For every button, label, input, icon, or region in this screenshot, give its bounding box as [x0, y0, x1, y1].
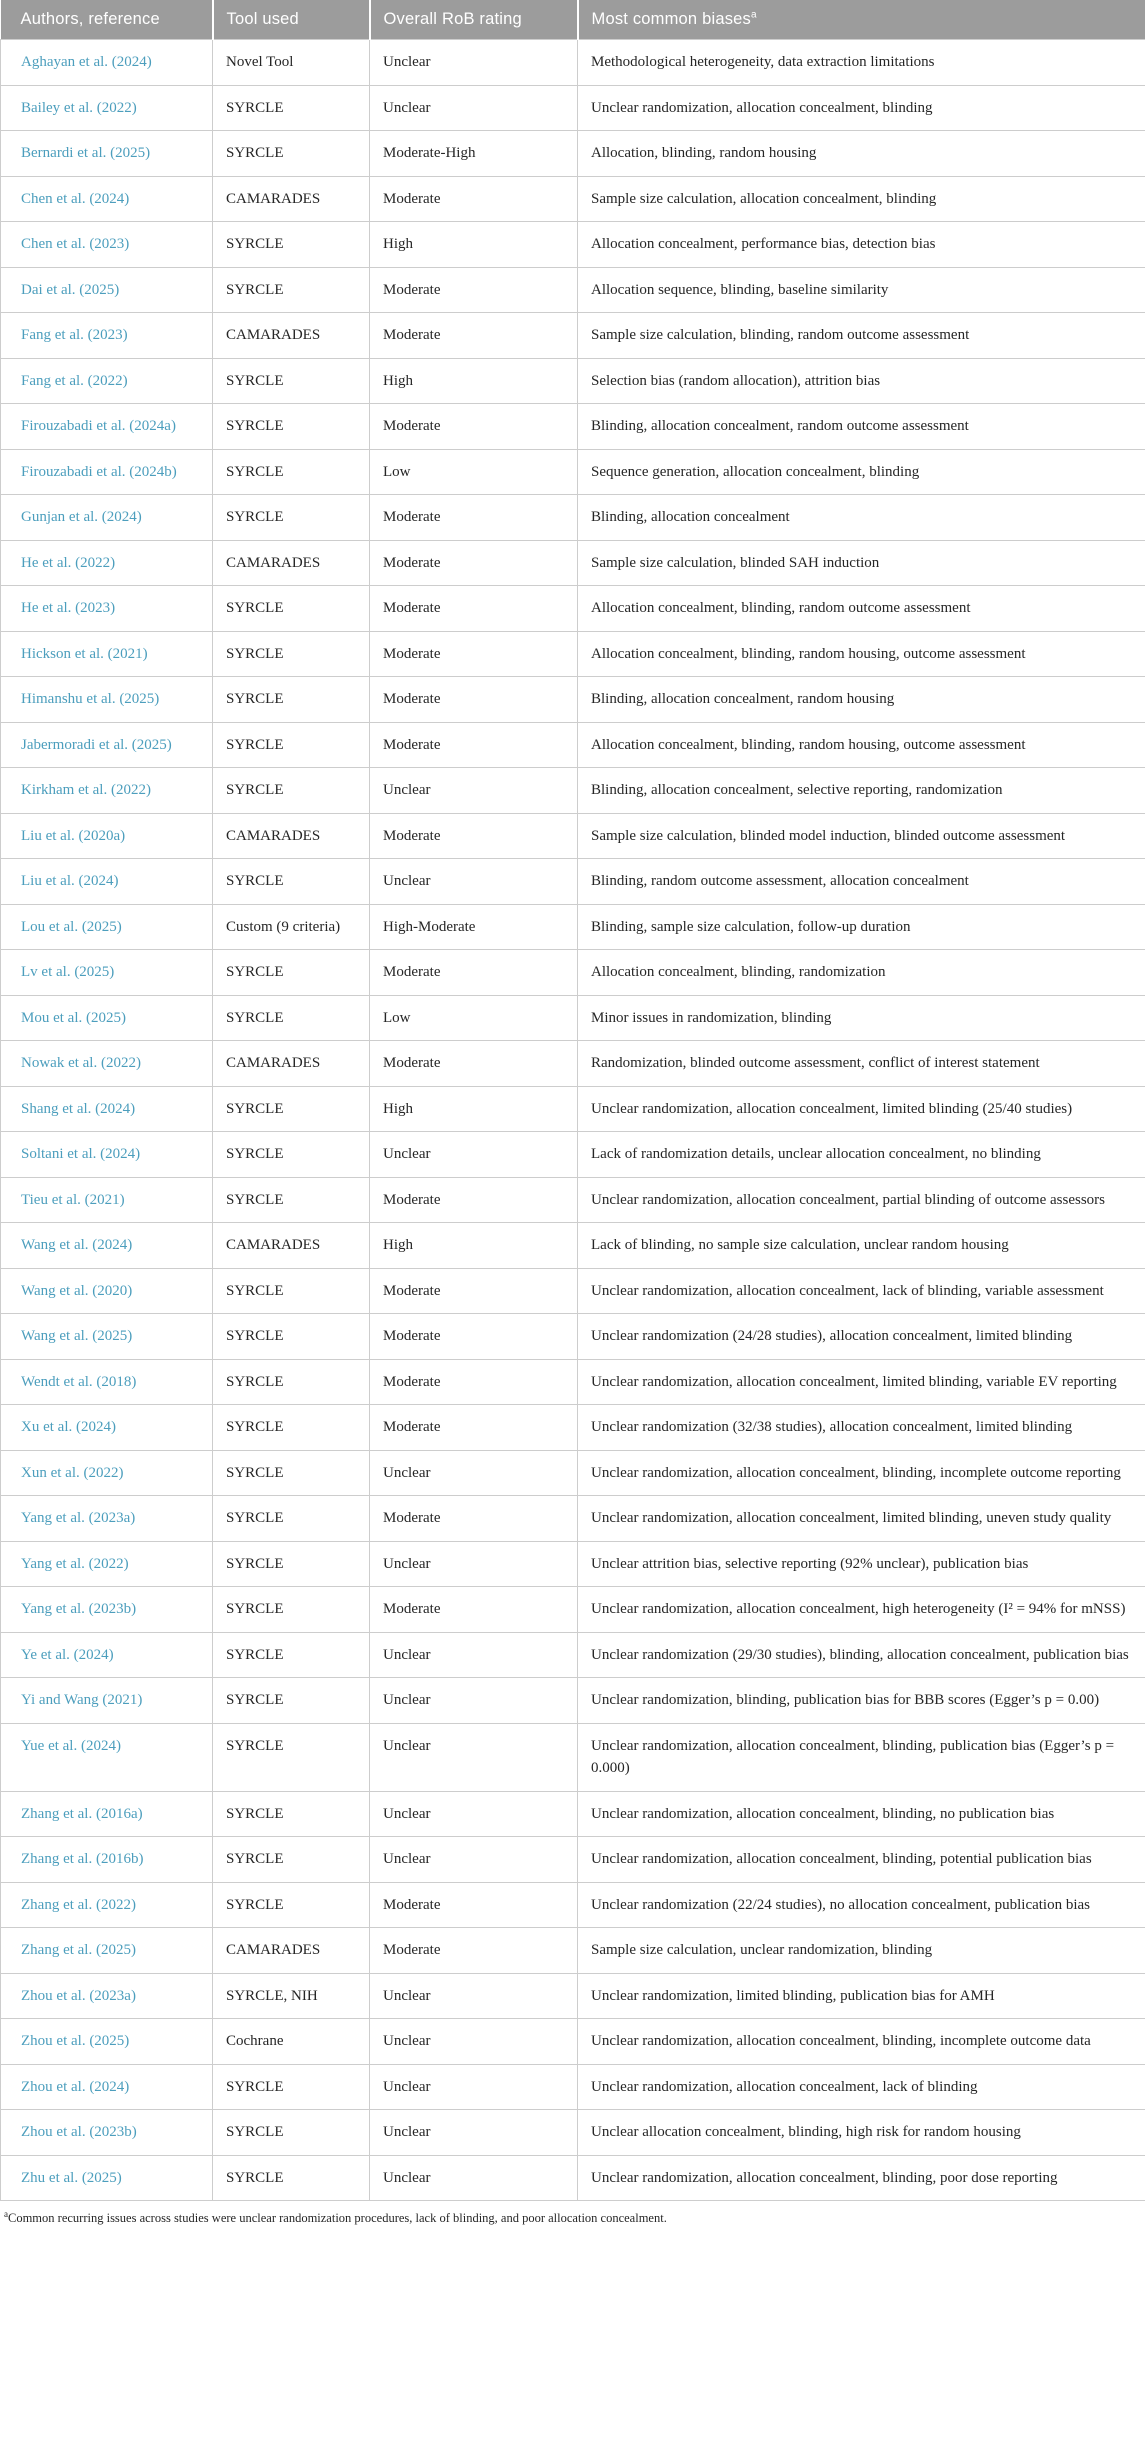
biases-cell: Unclear randomization (32/38 studies), allocation concealment, limited blinding [578, 1405, 1145, 1451]
rating-cell: Moderate [370, 677, 578, 723]
biases-cell: Unclear randomization, allocation concealment, lack of blinding, variable assessment [578, 1268, 1145, 1314]
tool-cell: CAMARADES [213, 176, 370, 222]
biases-cell: Unclear randomization, limited blinding, publication bias for AMH [578, 1973, 1145, 2019]
tool-cell: SYRCLE, NIH [213, 1973, 370, 2019]
rating-cell: Moderate [370, 586, 578, 632]
tool-cell: SYRCLE [213, 1405, 370, 1451]
authors-cell [1, 1678, 213, 1724]
biases-cell: Randomization, blinded outcome assessment, conflict of interest statement [578, 1041, 1145, 1087]
tool-cell: SYRCLE [213, 859, 370, 905]
table-row [1, 1837, 1145, 1883]
reference-link[interactable]: Lou et al. (2025) [21, 918, 122, 935]
table-row [1, 1132, 1145, 1178]
table-row [1, 1268, 1145, 1314]
table-row [1, 1450, 1145, 1496]
rating-cell: Moderate [370, 722, 578, 768]
tool-cell: SYRCLE [213, 631, 370, 677]
rating-cell: Moderate [370, 313, 578, 359]
tool-cell: SYRCLE [213, 1132, 370, 1178]
reference-link[interactable]: Zhang et al. (2022) [21, 1896, 136, 1913]
rating-cell: Moderate [370, 540, 578, 586]
rating-cell: Moderate [370, 1177, 578, 1223]
reference-link[interactable]: Zhang et al. (2025) [21, 1942, 136, 1958]
rating-cell: Unclear [370, 1837, 578, 1883]
table-row [1, 904, 1145, 950]
reference-link[interactable]: Kirkham et al. (2022) [21, 782, 151, 798]
table-row [1, 1541, 1145, 1587]
tool-cell: CAMARADES [213, 1223, 370, 1269]
rating-cell: Unclear [370, 768, 578, 814]
rating-cell: Moderate [370, 631, 578, 677]
reference-link[interactable]: Bernardi et al. (2025) [21, 145, 151, 161]
footnote-superscript: a [4, 2208, 8, 2219]
rating-cell: Unclear [370, 1541, 578, 1587]
rating-cell: Moderate [370, 404, 578, 450]
rating-cell: Unclear [370, 1791, 578, 1837]
authors-cell [1, 449, 213, 495]
authors-cell [1, 540, 213, 586]
reference-link[interactable]: Ye et al. (2024) [21, 1646, 114, 1663]
reference-link[interactable]: Dai et al. (2025) [21, 281, 120, 298]
tool-cell: SYRCLE [213, 1177, 370, 1223]
tool-cell: SYRCLE [213, 1791, 370, 1837]
biases-cell: Unclear randomization, allocation concealment, partial blinding of outcome assessors [578, 1177, 1145, 1223]
column-header-rating [370, 0, 578, 40]
rating-cell: Unclear [370, 2155, 578, 2201]
biases-cell: Allocation, blinding, random housing [578, 131, 1145, 177]
table-row [1, 813, 1145, 859]
tool-cell: SYRCLE [213, 404, 370, 450]
rating-cell: Moderate [370, 1268, 578, 1314]
authors-cell [1, 1223, 213, 1269]
table-row [1, 722, 1145, 768]
reference-link[interactable]: Liu et al. (2020a) [21, 827, 126, 844]
reference-link[interactable]: Zhu et al. (2025) [21, 2169, 122, 2186]
authors-cell [1, 1041, 213, 1087]
reference-link[interactable]: Wendt et al. (2018) [21, 1373, 137, 1390]
rating-cell: Unclear [370, 1450, 578, 1496]
reference-link[interactable]: Chen et al. (2024) [21, 190, 130, 207]
rating-cell: Moderate [370, 1405, 578, 1451]
table-row [1, 1223, 1145, 1269]
authors-cell [1, 722, 213, 768]
rating-cell: High [370, 358, 578, 404]
reference-link[interactable]: Yi and Wang (2021) [21, 1692, 143, 1708]
reference-link[interactable]: Wang et al. (2025) [21, 1328, 133, 1344]
authors-cell [1, 404, 213, 450]
tool-cell: SYRCLE [213, 2064, 370, 2110]
table-row [1, 2019, 1145, 2065]
reference-link[interactable]: He et al. (2023) [21, 600, 116, 616]
authors-cell [1, 40, 213, 86]
biases-cell: Blinding, allocation concealment, selective reporting, randomization [578, 768, 1145, 814]
authors-cell [1, 1587, 213, 1633]
footnote-text: Common recurring issues across studies were unclear randomization procedures, lack of blinding, and poor allocation concealment. [8, 2211, 667, 2225]
biases-cell: Unclear allocation concealment, blinding, high risk for random housing [578, 2110, 1145, 2156]
reference-link[interactable]: Yang et al. (2022) [21, 1555, 129, 1572]
biases-cell: Sample size calculation, blinded SAH induction [578, 540, 1145, 586]
biases-cell: Lack of randomization details, unclear allocation concealment, no blinding [578, 1132, 1145, 1178]
authors-cell [1, 813, 213, 859]
reference-link[interactable]: Yang et al. (2023a) [21, 1510, 136, 1526]
reference-link[interactable]: Jabermoradi et al. (2025) [21, 736, 172, 753]
biases-cell: Sample size calculation, allocation concealment, blinding [578, 176, 1145, 222]
authors-cell [1, 1791, 213, 1837]
rating-cell: Moderate [370, 1496, 578, 1542]
table-row [1, 176, 1145, 222]
reference-link[interactable]: Yue et al. (2024) [21, 1737, 121, 1754]
biases-cell: Unclear randomization, allocation concealment, blinding, no publication bias [578, 1791, 1145, 1837]
reference-link[interactable]: Zhou et al. (2025) [21, 2033, 130, 2049]
biases-cell: Sample size calculation, unclear randomization, blinding [578, 1928, 1145, 1974]
column-header-biases-label: Most common biases [591, 10, 751, 28]
table-row [1, 2064, 1145, 2110]
biases-cell: Unclear randomization, allocation concealment, lack of blinding [578, 2064, 1145, 2110]
column-header-biases [578, 0, 1145, 40]
table-row [1, 586, 1145, 632]
authors-cell [1, 768, 213, 814]
authors-cell [1, 859, 213, 905]
biases-cell: Unclear randomization, allocation concealment, limited blinding, variable EV reporting [578, 1359, 1145, 1405]
rating-cell: Unclear [370, 1678, 578, 1724]
rating-cell: Unclear [370, 1632, 578, 1678]
rating-cell: Moderate [370, 1882, 578, 1928]
tool-cell: SYRCLE [213, 586, 370, 632]
tool-cell: SYRCLE [213, 2155, 370, 2201]
reference-link[interactable]: Zhou et al. (2024) [21, 2078, 130, 2095]
tool-cell: SYRCLE [213, 1587, 370, 1633]
tool-cell: Cochrane [213, 2019, 370, 2065]
authors-cell [1, 1177, 213, 1223]
reference-link[interactable]: Xu et al. (2024) [21, 1419, 116, 1435]
table-row [1, 768, 1145, 814]
rating-cell: Moderate [370, 1314, 578, 1360]
tool-cell: SYRCLE [213, 267, 370, 313]
reference-link[interactable]: Zhang et al. (2016b) [21, 1851, 144, 1867]
tool-cell: SYRCLE [213, 2110, 370, 2156]
reference-link[interactable]: Himanshu et al. (2025) [21, 691, 160, 707]
tool-cell: SYRCLE [213, 222, 370, 268]
rating-cell: Unclear [370, 2110, 578, 2156]
table-row [1, 1041, 1145, 1087]
authors-cell [1, 1314, 213, 1360]
reference-link[interactable]: Aghayan et al. (2024) [21, 54, 152, 70]
rating-cell: Moderate [370, 267, 578, 313]
rating-cell: Unclear [370, 859, 578, 905]
reference-link[interactable]: Firouzabadi et al. (2024b) [21, 463, 177, 480]
biases-cell: Unclear randomization, allocation concealment, limited blinding, uneven study quality [578, 1496, 1145, 1542]
biases-cell: Allocation concealment, blinding, random housing, outcome assessment [578, 631, 1145, 677]
table-row [1, 1405, 1145, 1451]
biases-cell: Blinding, sample size calculation, follow-up duration [578, 904, 1145, 950]
authors-cell [1, 2019, 213, 2065]
column-header-rating-label: Overall RoB rating [383, 10, 522, 28]
rating-cell: Low [370, 449, 578, 495]
authors-cell [1, 586, 213, 632]
rating-cell: Moderate [370, 950, 578, 996]
tool-cell: SYRCLE [213, 768, 370, 814]
table-row [1, 1882, 1145, 1928]
table-row [1, 1314, 1145, 1360]
table-row [1, 540, 1145, 586]
authors-cell [1, 1132, 213, 1178]
table-row [1, 313, 1145, 359]
biases-cell: Unclear randomization, allocation concealment, blinding, poor dose reporting [578, 2155, 1145, 2201]
table-row [1, 859, 1145, 905]
reference-link[interactable]: Wang et al. (2024) [21, 1237, 133, 1253]
biases-cell: Methodological heterogeneity, data extraction limitations [578, 40, 1145, 86]
authors-cell [1, 1541, 213, 1587]
rating-cell: High [370, 1223, 578, 1269]
reference-link[interactable]: Tieu et al. (2021) [21, 1191, 125, 1208]
tool-cell: SYRCLE [213, 1882, 370, 1928]
tool-cell: SYRCLE [213, 1268, 370, 1314]
biases-cell: Unclear randomization, blinding, publication bias for BBB scores (Egger’s p = 0.00) [578, 1678, 1145, 1724]
tool-cell: SYRCLE [213, 1632, 370, 1678]
authors-cell [1, 1882, 213, 1928]
table-row [1, 2110, 1145, 2156]
authors-cell [1, 1723, 213, 1791]
table-row [1, 495, 1145, 541]
authors-cell [1, 222, 213, 268]
tool-cell: SYRCLE [213, 85, 370, 131]
authors-cell [1, 2155, 213, 2201]
authors-cell [1, 495, 213, 541]
reference-link[interactable]: Bailey et al. (2022) [21, 99, 137, 116]
tool-cell: SYRCLE [213, 1837, 370, 1883]
rating-cell: High-Moderate [370, 904, 578, 950]
biases-cell: Sequence generation, allocation concealment, blinding [578, 449, 1145, 495]
authors-cell [1, 85, 213, 131]
biases-cell: Unclear randomization (24/28 studies), allocation concealment, limited blinding [578, 1314, 1145, 1360]
biases-cell: Unclear attrition bias, selective reporting (92% unclear), publication bias [578, 1541, 1145, 1587]
biases-cell: Unclear randomization (22/24 studies), no allocation concealment, publication bias [578, 1882, 1145, 1928]
tool-cell: CAMARADES [213, 1041, 370, 1087]
table-row [1, 631, 1145, 677]
authors-cell [1, 677, 213, 723]
table-row [1, 40, 1145, 86]
authors-cell [1, 2064, 213, 2110]
table-row [1, 1587, 1145, 1633]
table-row [1, 1086, 1145, 1132]
reference-link[interactable]: Nowak et al. (2022) [21, 1055, 141, 1071]
biases-cell: Allocation concealment, blinding, random outcome assessment [578, 586, 1145, 632]
reference-link[interactable]: Fang et al. (2022) [21, 372, 128, 389]
tool-cell: SYRCLE [213, 1678, 370, 1724]
table-row [1, 267, 1145, 313]
rating-cell: High [370, 222, 578, 268]
tool-cell: CAMARADES [213, 813, 370, 859]
tool-cell: SYRCLE [213, 131, 370, 177]
reference-link[interactable]: Hickson et al. (2021) [21, 645, 148, 662]
rating-cell: Unclear [370, 2019, 578, 2065]
tool-cell: SYRCLE [213, 495, 370, 541]
tool-cell: SYRCLE [213, 722, 370, 768]
tool-cell: SYRCLE [213, 1450, 370, 1496]
column-header-biases-superscript: a [751, 9, 757, 21]
biases-cell: Lack of blinding, no sample size calculation, unclear random housing [578, 1223, 1145, 1269]
authors-cell [1, 1928, 213, 1974]
biases-cell: Sample size calculation, blinded model induction, blinded outcome assessment [578, 813, 1145, 859]
rating-cell: Unclear [370, 2064, 578, 2110]
biases-cell: Allocation concealment, performance bias, detection bias [578, 222, 1145, 268]
rating-cell: Unclear [370, 1973, 578, 2019]
table-row [1, 1177, 1145, 1223]
authors-cell [1, 995, 213, 1041]
table-row [1, 950, 1145, 996]
rating-cell: Moderate [370, 1587, 578, 1633]
authors-cell [1, 1837, 213, 1883]
tool-cell: SYRCLE [213, 1541, 370, 1587]
tool-cell: SYRCLE [213, 1723, 370, 1791]
tool-cell: SYRCLE [213, 1359, 370, 1405]
tool-cell: SYRCLE [213, 677, 370, 723]
column-header-tool-label: Tool used [226, 10, 299, 28]
table-row [1, 1496, 1145, 1542]
authors-cell [1, 1973, 213, 2019]
tool-cell: SYRCLE [213, 358, 370, 404]
reference-link[interactable]: Mou et al. (2025) [21, 1009, 126, 1026]
biases-cell: Allocation concealment, blinding, random housing, outcome assessment [578, 722, 1145, 768]
reference-link[interactable]: Zhou et al. (2023b) [21, 2124, 137, 2140]
table-row [1, 1791, 1145, 1837]
rating-cell: Unclear [370, 40, 578, 86]
tool-cell: SYRCLE [213, 950, 370, 996]
rating-cell: Moderate-High [370, 131, 578, 177]
authors-cell [1, 1359, 213, 1405]
authors-cell [1, 267, 213, 313]
reference-link[interactable]: Zhang et al. (2016a) [21, 1805, 143, 1822]
authors-cell [1, 1632, 213, 1678]
header-row [1, 0, 1145, 40]
authors-cell [1, 176, 213, 222]
reference-link[interactable]: Zhou et al. (2023a) [21, 1987, 136, 2004]
biases-cell: Unclear randomization, allocation concealment, blinding [578, 85, 1145, 131]
tool-cell: Custom (9 criteria) [213, 904, 370, 950]
authors-cell [1, 950, 213, 996]
authors-cell [1, 2110, 213, 2156]
table-footnote [0, 2201, 1145, 2234]
biases-cell: Blinding, random outcome assessment, allocation concealment [578, 859, 1145, 905]
rating-cell: Unclear [370, 1132, 578, 1178]
authors-cell [1, 358, 213, 404]
reference-link[interactable]: Yang et al. (2023b) [21, 1601, 137, 1617]
reference-link[interactable]: Fang et al. (2023) [21, 327, 128, 343]
biases-cell: Unclear randomization, allocation concealment, blinding, incomplete outcome data [578, 2019, 1145, 2065]
tool-cell: Novel Tool [213, 40, 370, 86]
biases-cell: Allocation sequence, blinding, baseline similarity [578, 267, 1145, 313]
reference-link[interactable]: Lv et al. (2025) [21, 964, 115, 980]
table-row [1, 131, 1145, 177]
rating-cell: High [370, 1086, 578, 1132]
reference-link[interactable]: Chen et al. (2023) [21, 236, 130, 252]
tool-cell: SYRCLE [213, 1086, 370, 1132]
tool-cell: SYRCLE [213, 449, 370, 495]
biases-cell: Minor issues in randomization, blinding [578, 995, 1145, 1041]
reference-link[interactable]: Firouzabadi et al. (2024a) [21, 418, 176, 434]
tool-cell: SYRCLE [213, 995, 370, 1041]
biases-cell: Blinding, allocation concealment, random housing [578, 677, 1145, 723]
biases-cell: Sample size calculation, blinding, random outcome assessment [578, 313, 1145, 359]
authors-cell [1, 1450, 213, 1496]
authors-cell [1, 313, 213, 359]
reference-link[interactable]: Xun et al. (2022) [21, 1464, 124, 1481]
biases-cell: Unclear randomization, allocation concealment, limited blinding (25/40 studies) [578, 1086, 1145, 1132]
table-row [1, 1632, 1145, 1678]
rating-cell: Moderate [370, 1359, 578, 1405]
table-row [1, 404, 1145, 450]
table-row [1, 1973, 1145, 2019]
tool-cell: CAMARADES [213, 1928, 370, 1974]
rating-cell: Unclear [370, 1723, 578, 1791]
biases-cell: Allocation concealment, blinding, randomization [578, 950, 1145, 996]
column-header-authors [1, 0, 213, 40]
reference-link[interactable]: Gunjan et al. (2024) [21, 509, 142, 525]
table-row [1, 222, 1145, 268]
table-row [1, 1928, 1145, 1974]
table-row [1, 677, 1145, 723]
table-row [1, 85, 1145, 131]
rating-cell: Low [370, 995, 578, 1041]
table-header [1, 0, 1145, 40]
table-row [1, 449, 1145, 495]
rating-cell: Moderate [370, 1041, 578, 1087]
biases-cell: Blinding, allocation concealment, random outcome assessment [578, 404, 1145, 450]
table-row [1, 1678, 1145, 1724]
table-body [1, 40, 1145, 2201]
rating-cell: Moderate [370, 813, 578, 859]
rating-cell: Moderate [370, 495, 578, 541]
table-row [1, 995, 1145, 1041]
reference-link[interactable]: Shang et al. (2024) [21, 1100, 136, 1117]
tool-cell: SYRCLE [213, 1496, 370, 1542]
biases-cell: Blinding, allocation concealment [578, 495, 1145, 541]
authors-cell [1, 1086, 213, 1132]
biases-cell: Unclear randomization, allocation concealment, blinding, incomplete outcome reporting [578, 1450, 1145, 1496]
rating-cell: Moderate [370, 1928, 578, 1974]
column-header-tool [213, 0, 370, 40]
authors-cell [1, 904, 213, 950]
reference-link[interactable]: Liu et al. (2024) [21, 873, 119, 889]
tool-cell: CAMARADES [213, 313, 370, 359]
biases-cell: Unclear randomization (29/30 studies), blinding, allocation concealment, publication bias [578, 1632, 1145, 1678]
biases-cell: Unclear randomization, allocation concealment, blinding, potential publication bias [578, 1837, 1145, 1883]
reference-link[interactable]: Wang et al. (2020) [21, 1282, 133, 1299]
column-header-authors-label: Authors, reference [20, 10, 160, 28]
biases-cell: Unclear randomization, allocation concealment, high heterogeneity (I² = 94% for mNSS) [578, 1587, 1145, 1633]
reference-link[interactable]: Soltani et al. (2024) [21, 1146, 141, 1162]
table-row [1, 1359, 1145, 1405]
authors-cell [1, 1496, 213, 1542]
tool-cell: CAMARADES [213, 540, 370, 586]
rating-cell: Unclear [370, 85, 578, 131]
reference-link[interactable]: He et al. (2022) [21, 554, 116, 571]
table-row [1, 2155, 1145, 2201]
rating-cell: Moderate [370, 176, 578, 222]
table-row [1, 358, 1145, 404]
table-row [1, 1723, 1145, 1791]
authors-cell [1, 131, 213, 177]
biases-cell: Unclear randomization, allocation concealment, blinding, publication bias (Egger’s p = 0.000) [578, 1723, 1145, 1791]
authors-cell [1, 1268, 213, 1314]
authors-cell [1, 631, 213, 677]
tool-cell: SYRCLE [213, 1314, 370, 1360]
biases-cell: Selection bias (random allocation), attrition bias [578, 358, 1145, 404]
authors-cell [1, 1405, 213, 1451]
